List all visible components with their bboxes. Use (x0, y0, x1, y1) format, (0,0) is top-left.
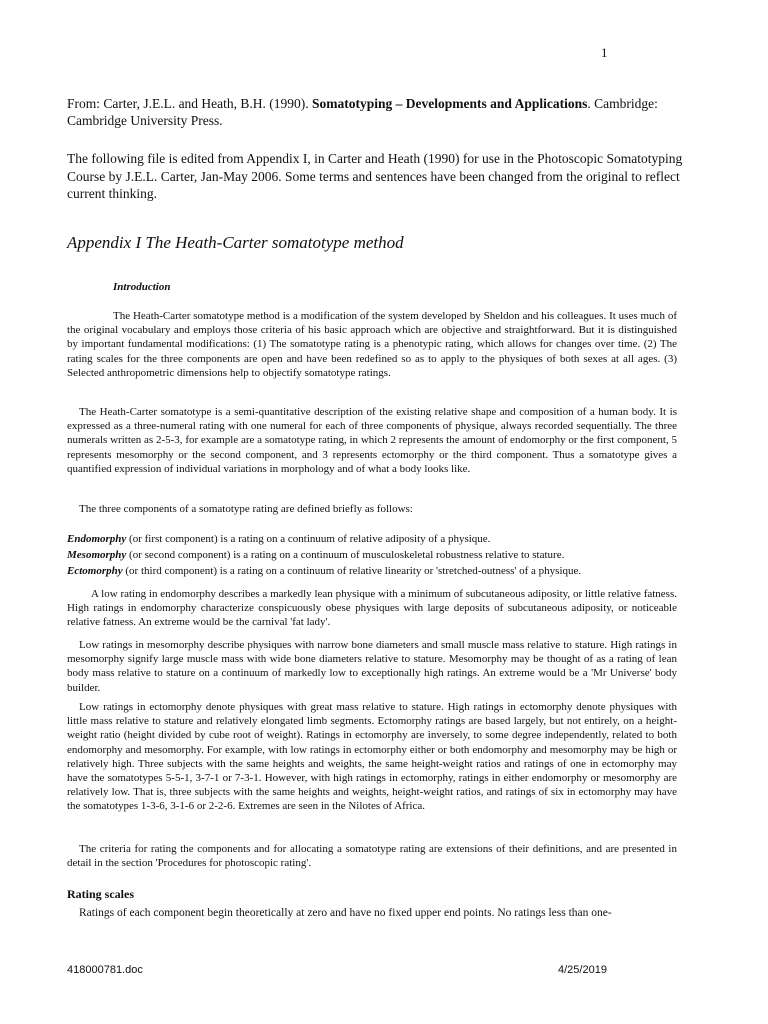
paragraph-ectomorphy: Low ratings in ectomorphy denote physiques with great mass relative to stature. High ratings in ectomorphy denote physiques with little mass relative to stature and relatively elongated limb segments. Ectomorphy ratings are based largely, but not entirely, on a height-weight ratio (height divided by cube root of weight). Ratings in ectomorphy are inversely, to some degree independently, related to both endomorphy and mesomorphy. For example, with low ratings in ectomorphy either or both endomorphy and mesomorphy may be high or relatively high. Three subjects with the same heights and weights, the same height-weight ratios and ratings of one in ectomorphy may have the somatotypes 5-5-1, 3-7-1 or 7-3-1. However, with high ratings in ectomorphy, ratings in either endomorphy or mesomorphy are relatively low. That is, three subjects with the same heights and weights, height-weight ratios, and ratings of six in ectomorphy may have the somatotypes 1-3-6, 3-1-6 or 2-2-6. Extremes are seen in the Nilotes of Africa. (67, 701, 677, 813)
term-mesomorphy: Mesomorphy (67, 549, 127, 561)
term-ectomorphy: Ectomorphy (67, 565, 123, 577)
appendix-title: Appendix I The Heath-Carter somatotype method (67, 233, 404, 252)
paragraph-endomorphy: A low rating in endomorphy describes a markedly lean physique with a minimum of subcutaneous adiposity, or little relative fatness. High ratings in endomorphy characterize conspicuously obese physiques with large deposits of subcutaneous adiposity, or noticeable relative fatness. An extreme would be the carnival 'fat lady'. (67, 588, 677, 629)
definition-text: (or first component) is a rating on a continuum of relative adiposity of a physique. (126, 533, 491, 545)
footer-date: 4/25/2019 (558, 964, 607, 976)
introduction-heading: Introduction (113, 281, 171, 293)
definition-text: (or second component) is a rating on a continuum of musculoskeletal robustness relative to stature. (126, 549, 565, 561)
paragraph-intro: The Heath-Carter somatotype method is a modification of the system developed by Sheldon and his colleagues. It uses much of the original vocabulary and employs those criteria of his basic approach which are objective and straightforward. But it is distinguished by important fundamental modifications: (1) The somatotype rating is a phenotypic rating, which allows for changes over time. (2) The rating scales for the three components are open and have been redefined so as to apply to the physiques of both sexes at all ages. (3) Selected anthropometric dimensions help to objectify somatotype ratings. (67, 310, 677, 379)
component-definitions (67, 531, 687, 579)
citation-prefix: From: Carter, J.E.L. and Heath, B.H. (1990). (67, 96, 313, 111)
citation-suffix: . Cambridge: Cambridge University Press. (67, 96, 658, 128)
paragraph-components-lead: The three components of a somatotype rating are defined briefly as follows: (79, 503, 413, 515)
citation-title: Somatotyping – Developments and Applications (312, 96, 588, 111)
citation (67, 95, 707, 129)
page-number: 1 (601, 45, 608, 60)
edit-note: The following file is edited from Appendix I, in Carter and Heath (1990) for use in the Photoscopic Somatotyping Course by J.E.L. Carter, Jan-May 2006. Some terms and sentences have been changed from the original to reflect current thinking. (67, 151, 683, 201)
paragraph-rating-scales: Ratings of each component begin theoretically at zero and have no fixed upper end points. No ratings less than one- (79, 907, 612, 919)
definition-endomorphy (67, 531, 687, 547)
paragraph-definition: The Heath-Carter somatotype is a semi-quantitative description of the existing relative shape and composition of a human body. It is expressed as a three-numeral rating with one numeral for each of three components of physique, always recorded sequentially. The three numerals written as 2-5-3, for example are a somatotype rating, in which 2 represents the amount of endomorphy or the first component, 5 represents mesomorphy or the second component, and 3 represents ectomorphy or the third component. Thus a somatotype gives a quantified expression of individual variations in morphology and of what a body looks like. (67, 406, 677, 475)
definition-mesomorphy (67, 547, 687, 563)
definition-ectomorphy (67, 563, 687, 579)
rating-scales-heading: Rating scales (67, 887, 134, 901)
definition-text: (or third component) is a rating on a continuum of relative linearity or 'stretched-outness' of a physique. (122, 565, 582, 577)
paragraph-criteria: The criteria for rating the components and for allocating a somatotype rating are extensions of their definitions, and are presented in detail in the section 'Procedures for photoscopic rating'. (67, 843, 677, 870)
paragraph-mesomorphy: Low ratings in mesomorphy describe physiques with narrow bone diameters and small muscle mass relative to stature. High ratings in mesomorphy signify large muscle mass with wide bone diameters relative to stature. Mesomorphy may be thought of as a rating of lean body mass relative to stature on a continuum of markedly low to exceptionally high ratings. An extreme would be a 'Mr Universe' body builder. (67, 639, 677, 694)
footer-filename: 418000781.doc (67, 964, 143, 976)
term-endomorphy: Endomorphy (67, 533, 127, 545)
